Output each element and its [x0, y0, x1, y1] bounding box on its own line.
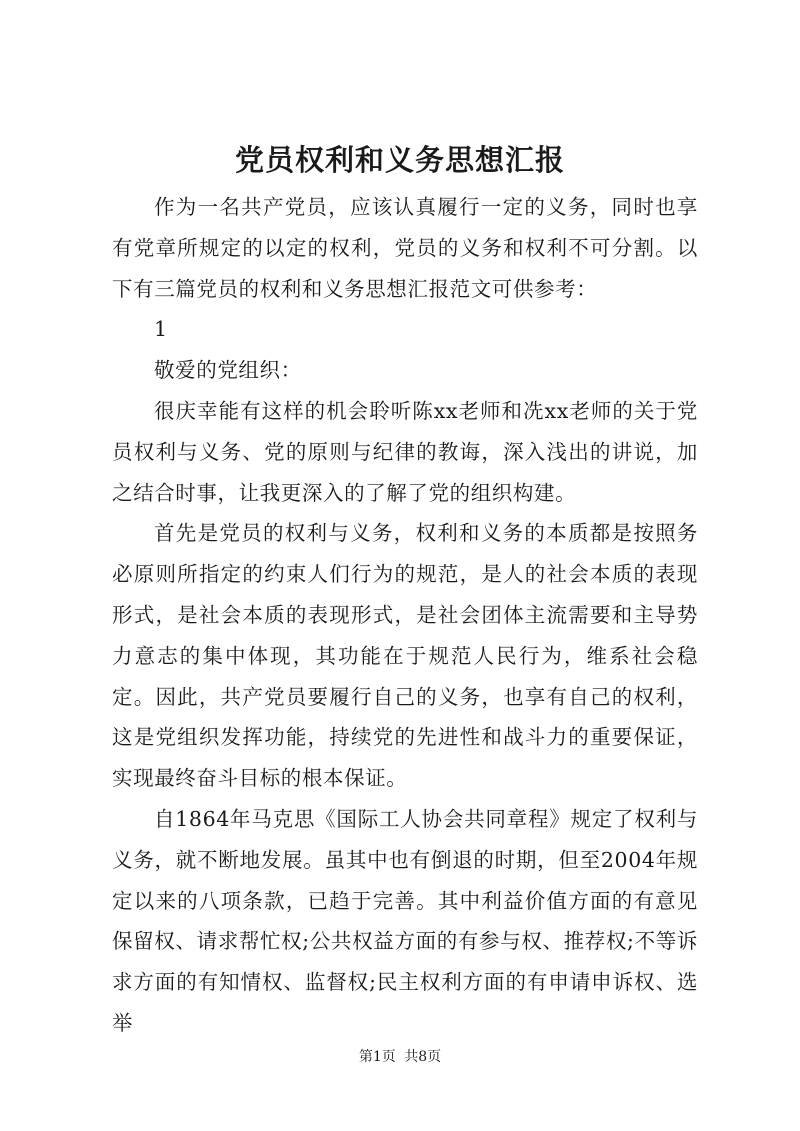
- paragraph-salutation: 敬爱的党组织：: [154, 358, 302, 383]
- page-total: 共8页: [404, 1049, 442, 1065]
- document-body: [112, 187, 698, 1044]
- paragraph: 首先是党员的权利与义务，权利和义务的本质都是按照务必原则所指定的约束人们行为的规范，是人的社会本质的表现形式，是社会本质的表现形式，是社会团体主流需要和主导势力意志的集中体现，其功能在于规范人民行为，维系社会稳定。因此，共产党员要履行自己的义务，也享有自己的权利，这是党组织发挥功能，持续党的先进性和战斗力的重要保证，实现最终奋斗目标的根本保证。: [112, 521, 698, 791]
- paragraph: 自1864年马克思《国际工人协会共同章程》规定了权利与义务，就不断地发展。虽其中也有倒退的时期，但至2004年规定以来的八项条款，已趋于完善。其中利益价值方面的有意见保留权、请求帮忙权;公共权益方面的有参与权、推荐权;不等诉求方面的有知情权、监督权;民主权利方面的有申请申诉权、选举: [112, 806, 698, 1035]
- document-title: 党员权利和义务思想汇报: [234, 143, 565, 177]
- paragraph-number: 1: [154, 317, 168, 342]
- page-number: 第1页: [358, 1049, 396, 1065]
- paragraph-intro: 作为一名共产党员，应该认真履行一定的义务，同时也享有党章所规定的以定的权利，党员的义务和权利不可分割。以下有三篇党员的权利和义务思想汇报范文可供参考：: [112, 195, 698, 301]
- page-footer: [0, 1047, 800, 1067]
- paragraph: 很庆幸能有这样的机会聆听陈xx老师和冼xx老师的关于党员权利与义务、党的原则与纪律的教诲，深入浅出的讲说，加之结合时事，让我更深入的了解了党的组织构建。: [112, 398, 698, 505]
